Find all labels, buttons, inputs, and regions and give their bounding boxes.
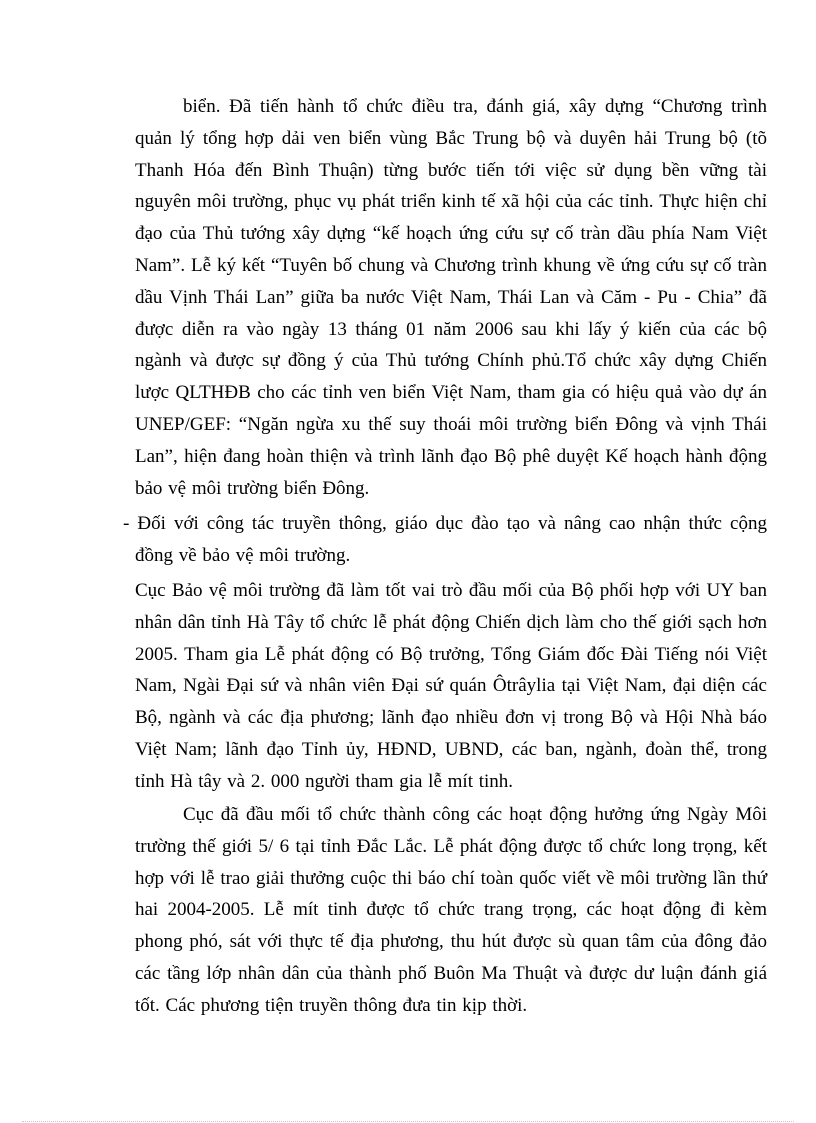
paragraph-environment-day: Cục đã đầu mối tổ chức thành công các hoạt động hưởng ứng Ngày Môi trường thế giới 5/ 6 tại tỉnh Đắc Lắc. Lễ phát động được tổ chức long trọng, kết hợp với lễ trao giải thưởng cuộc thi báo chí toàn quốc viết về môi trường lần thứ hai 2004-2005. Lễ mít tinh được tổ chức trang trọng, các hoạt động đi kèm phong phó, sát với thực tế địa phương, thu hút được sù quan tâm của đông đảo các tầng lớp nhân dân của thành phố Buôn Ma Thuật và được dư luận đánh giá tốt. Các phương tiện truyền thông đưa tin kịp thời.: [135, 804, 767, 1016]
paragraph-communication-heading: - Đối với công tác truyền thông, giáo dục đào tạo và nâng cao nhận thức cộng đồng về bảo vệ môi trường.: [123, 513, 767, 566]
paragraph-clean-world-campaign: Cục Bảo vệ môi trường đã làm tốt vai trò đầu mối của Bộ phối hợp với UY ban nhân dân tỉnh Hà Tây tổ chức lễ phát động Chiến dịch làm cho thế giới sạch hơn 2005. Tham gia Lễ phát động có Bộ trưởng, Tổng Giám đốc Đài Tiếng nói Việt Nam, Ngài Đại sứ và nhân viên Đại sứ quán Ôtrâylia tại Việt Nam, đại diện các Bộ, ngành và các địa phương; lãnh đạo nhiều đơn vị trong Bộ và Hội Nhà báo Việt Nam; lãnh đạo Tỉnh ủy, HĐND, UBND, các ban, ngành, đoàn thể, trong tỉnh Hà tây và 2. 000 người tham gia lễ mít tinh.: [135, 580, 767, 792]
paragraph-marine-programs: biển. Đã tiến hành tổ chức điều tra, đánh giá, xây dựng “Chương trình quản lý tổng hợp dải ven biển vùng Bắc Trung bộ và duyên hải Trung bộ (tõ Thanh Hóa đến Bình Thuận) từng bước tiến tới việc sử dụng bền vững tài nguyên môi trường, phục vụ phát triển kinh tế xã hội của các tỉnh. Thực hiện chỉ đạo của Thủ tướng xây dựng “kế hoạch ứng cứu sự cố tràn dầu phía Nam Việt Nam”. Lễ ký kết “Tuyên bố chung và Chương trình khung về ứng cứu sự cố tràn dầu Vịnh Thái Lan” giữa ba nước Việt Nam, Thái Lan và Căm - Pu - Chia” đã được diễn ra vào ngày 13 tháng 01 năm 2006 sau khi lấy ý kiến của các bộ ngành và được sự đồng ý của Thủ tướng Chính phủ.Tổ chức xây dựng Chiến lược QLTHĐB cho các tỉnh ven biển Việt Nam, tham gia có hiệu quả vào dự án UNEP/GEF: “Ngăn ngừa xu thế suy thoái môi trường biển Đông và vịnh Thái Lan”, hiện đang hoàn thiện và trình lãnh đạo Bộ phê duyệt Kế hoạch hành động bảo vệ môi trường biển Đông.: [135, 96, 767, 499]
page-bottom-divider: [22, 1121, 794, 1122]
